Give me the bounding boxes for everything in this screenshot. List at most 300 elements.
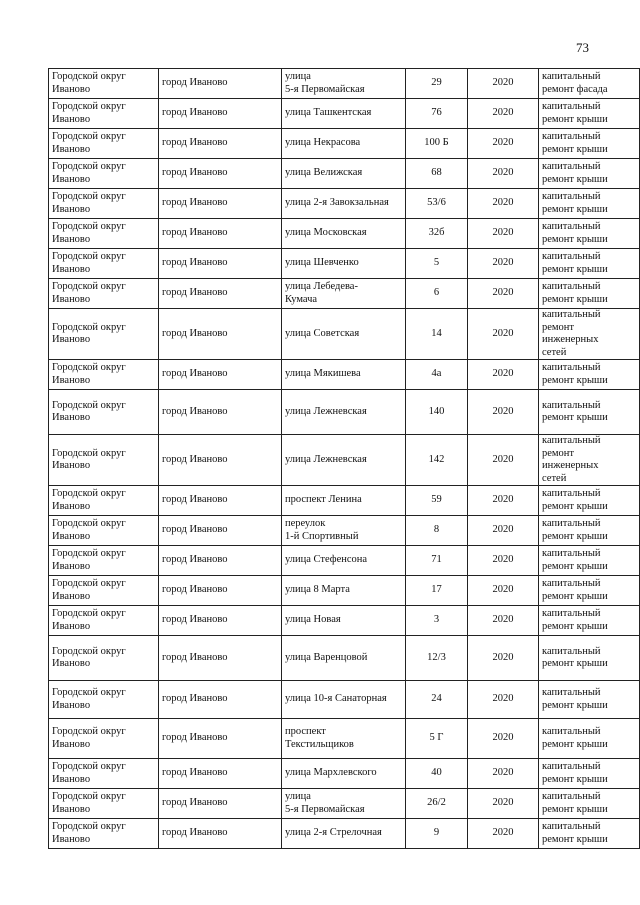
district-cell xyxy=(49,159,159,189)
year-cell xyxy=(468,360,539,390)
city-cell xyxy=(159,99,282,129)
district-cell xyxy=(49,516,159,546)
table-row xyxy=(49,789,640,819)
house-number-cell-text: 29 xyxy=(431,77,442,89)
year-cell xyxy=(468,279,539,309)
district-cell-text: Городской округ Иваново xyxy=(52,687,126,711)
house-number-cell-text: 76 xyxy=(431,107,442,119)
street-cell-text: улица Шевченко xyxy=(285,257,359,269)
street-cell-text: улица Московская xyxy=(285,227,367,239)
work-type-cell-text: капитальный ремонт крыши xyxy=(542,251,608,275)
city-cell xyxy=(159,219,282,249)
city-cell xyxy=(159,546,282,576)
year-cell xyxy=(468,819,539,849)
district-cell xyxy=(49,606,159,636)
house-number-cell-text: 12/3 xyxy=(427,651,446,663)
street-cell-text: улица Лежневская xyxy=(285,453,367,465)
work-type-cell-text: капитальный ремонт крыши xyxy=(542,645,608,669)
work-type-cell-text: капитальный ремонт крыши xyxy=(542,131,608,155)
table-row xyxy=(49,486,640,516)
house-number-cell-text: 142 xyxy=(428,453,445,465)
district-cell-text: Городской округ Иваново xyxy=(52,101,126,125)
work-type-cell xyxy=(539,279,640,309)
year-cell xyxy=(468,516,539,546)
work-type-cell-text: капитальный ремонт крыши xyxy=(542,191,608,215)
work-type-cell xyxy=(539,129,640,159)
work-type-cell xyxy=(539,390,640,435)
work-type-cell xyxy=(539,516,640,546)
work-type-cell xyxy=(539,789,640,819)
work-type-cell xyxy=(539,681,640,719)
year-cell xyxy=(468,606,539,636)
city-cell-text: город Иваново xyxy=(162,107,228,119)
city-cell xyxy=(159,516,282,546)
city-cell-text: город Иваново xyxy=(162,257,228,269)
year-cell-text: 2020 xyxy=(492,107,514,119)
street-cell-text: улица Лебедева- Кумача xyxy=(285,281,358,305)
year-cell xyxy=(468,435,539,486)
street-cell xyxy=(282,279,406,309)
street-cell-text: улица Мякишева xyxy=(285,368,361,380)
house-number-cell xyxy=(406,759,468,789)
house-number-cell-text: 59 xyxy=(431,494,442,506)
street-cell xyxy=(282,99,406,129)
work-type-cell xyxy=(539,435,640,486)
registry-table xyxy=(48,68,640,849)
district-cell xyxy=(49,719,159,759)
table-row xyxy=(49,219,640,249)
house-number-cell xyxy=(406,159,468,189)
district-cell xyxy=(49,819,159,849)
city-cell xyxy=(159,819,282,849)
street-cell-text: улица 2-я Стрелочная xyxy=(285,827,382,839)
district-cell xyxy=(49,486,159,516)
house-number-cell-text: 140 xyxy=(428,405,445,417)
house-number-cell xyxy=(406,546,468,576)
house-number-cell xyxy=(406,819,468,849)
city-cell xyxy=(159,390,282,435)
street-cell xyxy=(282,546,406,576)
house-number-cell xyxy=(406,69,468,99)
house-number-cell-text: 32б xyxy=(428,227,445,239)
street-cell xyxy=(282,69,406,99)
table-row xyxy=(49,681,640,719)
year-cell xyxy=(468,309,539,360)
year-cell xyxy=(468,546,539,576)
house-number-cell xyxy=(406,129,468,159)
district-cell-text: Городской округ Иваново xyxy=(52,447,126,471)
district-cell-text: Городской округ Иваново xyxy=(52,399,126,423)
city-cell xyxy=(159,279,282,309)
street-cell-text: улица 5-я Первомайская xyxy=(285,71,365,95)
street-cell xyxy=(282,606,406,636)
year-cell xyxy=(468,636,539,681)
work-type-cell xyxy=(539,69,640,99)
district-cell xyxy=(49,309,159,360)
city-cell xyxy=(159,435,282,486)
work-type-cell xyxy=(539,486,640,516)
city-cell-text: город Иваново xyxy=(162,77,228,89)
street-cell xyxy=(282,189,406,219)
house-number-cell xyxy=(406,435,468,486)
city-cell xyxy=(159,309,282,360)
house-number-cell xyxy=(406,390,468,435)
city-cell-text: город Иваново xyxy=(162,554,228,566)
year-cell xyxy=(468,249,539,279)
city-cell xyxy=(159,69,282,99)
work-type-cell-text: капитальный ремонт инженерных сетей xyxy=(542,309,601,358)
street-cell-text: улица Некрасова xyxy=(285,137,361,149)
house-number-cell xyxy=(406,576,468,606)
work-type-cell-text: капитальный ремонт крыши xyxy=(542,687,608,711)
district-cell xyxy=(49,219,159,249)
table-row xyxy=(49,576,640,606)
house-number-cell-text: 6 xyxy=(433,287,440,299)
work-type-cell-text: капитальный ремонт крыши xyxy=(542,548,608,572)
city-cell-text: город Иваново xyxy=(162,732,228,744)
house-number-cell xyxy=(406,219,468,249)
city-cell xyxy=(159,486,282,516)
table-row xyxy=(49,636,640,681)
district-cell-text: Городской округ Иваново xyxy=(52,362,126,386)
street-cell xyxy=(282,576,406,606)
work-type-cell-text: капитальный ремонт крыши xyxy=(542,518,608,542)
year-cell xyxy=(468,390,539,435)
house-number-cell-text: 68 xyxy=(431,167,442,179)
house-number-cell-text: 26/2 xyxy=(427,797,446,809)
house-number-cell-text: 5 xyxy=(433,257,440,269)
street-cell-text: улица Варенцовой xyxy=(285,651,368,663)
year-cell xyxy=(468,681,539,719)
house-number-cell xyxy=(406,249,468,279)
street-cell-text: улица Велижская xyxy=(285,167,363,179)
street-cell xyxy=(282,486,406,516)
street-cell xyxy=(282,309,406,360)
city-cell xyxy=(159,576,282,606)
district-cell xyxy=(49,636,159,681)
district-cell-text: Городской округ Иваново xyxy=(52,821,126,845)
street-cell xyxy=(282,129,406,159)
city-cell xyxy=(159,249,282,279)
year-cell-text: 2020 xyxy=(492,327,514,339)
house-number-cell xyxy=(406,789,468,819)
table-row xyxy=(49,99,640,129)
district-cell-text: Городской округ Иваново xyxy=(52,726,126,750)
street-cell-text: улица 8 Марта xyxy=(285,584,350,596)
house-number-cell-text: 8 xyxy=(433,524,440,536)
street-cell-text: улица 5-я Первомайская xyxy=(285,791,365,815)
work-type-cell-text: капитальный ремонт крыши xyxy=(542,221,608,245)
street-cell-text: улица Стефенсона xyxy=(285,554,368,566)
city-cell-text: город Иваново xyxy=(162,137,228,149)
street-cell xyxy=(282,789,406,819)
year-cell-text: 2020 xyxy=(492,651,514,663)
district-cell-text: Городской округ Иваново xyxy=(52,761,126,785)
city-cell-text: город Иваново xyxy=(162,767,228,779)
district-cell-text: Городской округ Иваново xyxy=(52,321,126,345)
year-cell xyxy=(468,129,539,159)
city-cell-text: город Иваново xyxy=(162,524,228,536)
house-number-cell-text: 24 xyxy=(431,693,442,705)
district-cell-text: Городской округ Иваново xyxy=(52,548,126,572)
work-type-cell-text: капитальный ремонт крыши xyxy=(542,821,608,845)
city-cell-text: город Иваново xyxy=(162,797,228,809)
year-cell-text: 2020 xyxy=(492,693,514,705)
house-number-cell-text: 71 xyxy=(431,554,442,566)
city-cell xyxy=(159,759,282,789)
city-cell-text: город Иваново xyxy=(162,651,228,663)
work-type-cell-text: капитальный ремонт крыши xyxy=(542,101,608,125)
house-number-cell xyxy=(406,719,468,759)
year-cell-text: 2020 xyxy=(492,732,514,744)
table-row xyxy=(49,309,640,360)
work-type-cell-text: капитальный ремонт крыши xyxy=(542,578,608,602)
district-cell-text: Городской округ Иваново xyxy=(52,518,126,542)
work-type-cell xyxy=(539,576,640,606)
table-row xyxy=(49,279,640,309)
street-cell xyxy=(282,360,406,390)
street-cell xyxy=(282,819,406,849)
city-cell-text: город Иваново xyxy=(162,453,228,465)
house-number-cell xyxy=(406,189,468,219)
district-cell xyxy=(49,546,159,576)
work-type-cell xyxy=(539,189,640,219)
work-type-cell-text: капитальный ремонт крыши xyxy=(542,791,608,815)
house-number-cell xyxy=(406,360,468,390)
street-cell-text: проспект Текстильщиков xyxy=(285,726,354,750)
district-cell xyxy=(49,69,159,99)
year-cell-text: 2020 xyxy=(492,453,514,465)
house-number-cell-text: 53/6 xyxy=(427,197,446,209)
year-cell xyxy=(468,789,539,819)
work-type-cell-text: капитальный ремонт крыши xyxy=(542,399,608,423)
street-cell-text: улица 2-я Завокзальная xyxy=(285,197,389,209)
work-type-cell xyxy=(539,99,640,129)
city-cell-text: город Иваново xyxy=(162,693,228,705)
district-cell xyxy=(49,189,159,219)
city-cell-text: город Иваново xyxy=(162,584,228,596)
district-cell-text: Городской округ Иваново xyxy=(52,131,126,155)
city-cell xyxy=(159,636,282,681)
district-cell xyxy=(49,360,159,390)
work-type-cell xyxy=(539,219,640,249)
table-row xyxy=(49,129,640,159)
year-cell-text: 2020 xyxy=(492,797,514,809)
table-row xyxy=(49,249,640,279)
table-row xyxy=(49,390,640,435)
year-cell-text: 2020 xyxy=(492,767,514,779)
street-cell xyxy=(282,249,406,279)
city-cell xyxy=(159,129,282,159)
house-number-cell-text: 9 xyxy=(433,827,440,839)
district-cell xyxy=(49,99,159,129)
house-number-cell xyxy=(406,309,468,360)
street-cell xyxy=(282,390,406,435)
city-cell xyxy=(159,606,282,636)
work-type-cell-text: капитальный ремонт крыши xyxy=(542,761,608,785)
city-cell xyxy=(159,681,282,719)
work-type-cell xyxy=(539,606,640,636)
work-type-cell-text: капитальный ремонт инженерных сетей xyxy=(542,435,601,484)
street-cell-text: улица 10-я Санаторная xyxy=(285,693,387,705)
district-cell-text: Городской округ Иваново xyxy=(52,791,126,815)
table-row xyxy=(49,159,640,189)
street-cell-text: улица Мархлевского xyxy=(285,767,377,779)
year-cell xyxy=(468,486,539,516)
year-cell-text: 2020 xyxy=(492,494,514,506)
city-cell-text: город Иваново xyxy=(162,614,228,626)
year-cell xyxy=(468,759,539,789)
work-type-cell xyxy=(539,546,640,576)
district-cell-text: Городской округ Иваново xyxy=(52,578,126,602)
district-cell xyxy=(49,279,159,309)
district-cell-text: Городской округ Иваново xyxy=(52,608,126,632)
city-cell-text: город Иваново xyxy=(162,197,228,209)
district-cell-text: Городской округ Иваново xyxy=(52,161,126,185)
district-cell-text: Городской округ Иваново xyxy=(52,221,126,245)
street-cell-text: улица Лежневская xyxy=(285,405,367,417)
house-number-cell-text: 100 Б xyxy=(424,137,449,149)
work-type-cell xyxy=(539,819,640,849)
table-row xyxy=(49,759,640,789)
street-cell-text: улица Советская xyxy=(285,327,360,339)
street-cell xyxy=(282,759,406,789)
district-cell xyxy=(49,129,159,159)
house-number-cell-text: 4а xyxy=(431,368,442,380)
house-number-cell xyxy=(406,636,468,681)
house-number-cell xyxy=(406,279,468,309)
street-cell-text: переулок 1-й Спортивный xyxy=(285,518,359,542)
table-row xyxy=(49,719,640,759)
district-cell-text: Городской округ Иваново xyxy=(52,645,126,669)
year-cell-text: 2020 xyxy=(492,287,514,299)
house-number-cell-text: 3 xyxy=(433,614,440,626)
street-cell xyxy=(282,681,406,719)
year-cell-text: 2020 xyxy=(492,584,514,596)
city-cell-text: город Иваново xyxy=(162,405,228,417)
street-cell-text: проспект Ленина xyxy=(285,494,362,506)
house-number-cell-text: 40 xyxy=(431,767,442,779)
year-cell-text: 2020 xyxy=(492,77,514,89)
year-cell-text: 2020 xyxy=(492,827,514,839)
year-cell-text: 2020 xyxy=(492,524,514,536)
city-cell-text: город Иваново xyxy=(162,368,228,380)
street-cell xyxy=(282,435,406,486)
house-number-cell-text: 14 xyxy=(431,327,442,339)
year-cell-text: 2020 xyxy=(492,405,514,417)
street-cell xyxy=(282,516,406,546)
work-type-cell xyxy=(539,309,640,360)
table-row xyxy=(49,360,640,390)
district-cell xyxy=(49,435,159,486)
city-cell-text: город Иваново xyxy=(162,287,228,299)
street-cell xyxy=(282,636,406,681)
city-cell xyxy=(159,189,282,219)
district-cell-text: Городской округ Иваново xyxy=(52,488,126,512)
year-cell-text: 2020 xyxy=(492,227,514,239)
work-type-cell-text: капитальный ремонт крыши xyxy=(542,161,608,185)
work-type-cell-text: капитальный ремонт крыши xyxy=(542,362,608,386)
year-cell-text: 2020 xyxy=(492,257,514,269)
house-number-cell-text: 17 xyxy=(431,584,442,596)
house-number-cell-text: 5 Г xyxy=(429,732,444,744)
work-type-cell-text: капитальный ремонт фасада xyxy=(542,71,608,95)
table-row xyxy=(49,69,640,99)
year-cell-text: 2020 xyxy=(492,137,514,149)
year-cell-text: 2020 xyxy=(492,554,514,566)
work-type-cell-text: капитальный ремонт крыши xyxy=(542,281,608,305)
work-type-cell xyxy=(539,249,640,279)
year-cell-text: 2020 xyxy=(492,368,514,380)
district-cell-text: Городской округ Иваново xyxy=(52,191,126,215)
city-cell xyxy=(159,159,282,189)
street-cell xyxy=(282,219,406,249)
street-cell xyxy=(282,719,406,759)
house-number-cell xyxy=(406,606,468,636)
table-row xyxy=(49,606,640,636)
year-cell-text: 2020 xyxy=(492,614,514,626)
house-number-cell xyxy=(406,681,468,719)
district-cell xyxy=(49,681,159,719)
work-type-cell xyxy=(539,636,640,681)
table-row xyxy=(49,516,640,546)
house-number-cell xyxy=(406,99,468,129)
street-cell xyxy=(282,159,406,189)
work-type-cell xyxy=(539,759,640,789)
year-cell xyxy=(468,159,539,189)
district-cell xyxy=(49,390,159,435)
year-cell xyxy=(468,719,539,759)
district-cell xyxy=(49,759,159,789)
city-cell xyxy=(159,719,282,759)
street-cell-text: улица Новая xyxy=(285,614,341,626)
city-cell-text: город Иваново xyxy=(162,827,228,839)
year-cell-text: 2020 xyxy=(492,197,514,209)
year-cell xyxy=(468,219,539,249)
table-row xyxy=(49,546,640,576)
table-row xyxy=(49,435,640,486)
city-cell xyxy=(159,360,282,390)
district-cell-text: Городской округ Иваново xyxy=(52,281,126,305)
work-type-cell xyxy=(539,360,640,390)
table-row xyxy=(49,189,640,219)
work-type-cell xyxy=(539,719,640,759)
district-cell-text: Городской округ Иваново xyxy=(52,251,126,275)
work-type-cell-text: капитальный ремонт крыши xyxy=(542,608,608,632)
district-cell xyxy=(49,789,159,819)
district-cell xyxy=(49,576,159,606)
city-cell-text: город Иваново xyxy=(162,494,228,506)
house-number-cell xyxy=(406,516,468,546)
year-cell-text: 2020 xyxy=(492,167,514,179)
year-cell xyxy=(468,99,539,129)
house-number-cell xyxy=(406,486,468,516)
city-cell xyxy=(159,789,282,819)
street-cell-text: улица Ташкентская xyxy=(285,107,372,119)
page-number: 73 xyxy=(576,40,589,55)
city-cell-text: город Иваново xyxy=(162,167,228,179)
city-cell-text: город Иваново xyxy=(162,227,228,239)
city-cell-text: город Иваново xyxy=(162,327,228,339)
table-row xyxy=(49,819,640,849)
district-cell-text: Городской округ Иваново xyxy=(52,71,126,95)
work-type-cell-text: капитальный ремонт крыши xyxy=(542,488,608,512)
year-cell xyxy=(468,69,539,99)
work-type-cell xyxy=(539,159,640,189)
year-cell xyxy=(468,189,539,219)
year-cell xyxy=(468,576,539,606)
district-cell xyxy=(49,249,159,279)
